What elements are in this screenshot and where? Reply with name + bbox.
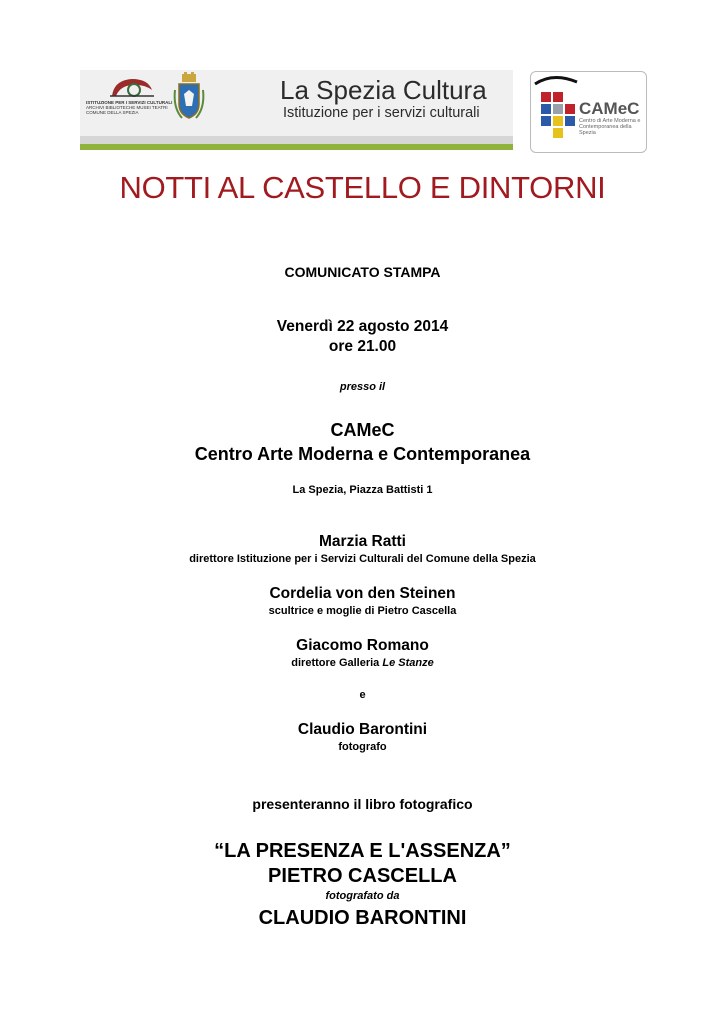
press-release-label: COMUNICATO STAMPA [284, 264, 441, 280]
speaker-name: Cordelia von den Steinen [269, 585, 456, 602]
banner-gray-strip [80, 136, 513, 144]
speaker-role: fotografo [338, 741, 387, 753]
header-banner [80, 70, 513, 150]
banner-green-bar [80, 144, 513, 150]
presso-label: presso il [339, 381, 386, 393]
logo-title: La Spezia Cultura [280, 75, 487, 105]
speaker-role: direttore Istituzione per i Servizi Culturali del Comune della Spezia [189, 553, 536, 565]
event-date: Venerdì 22 agosto 2014 [276, 318, 449, 335]
institution-text: ISTITUZIONE PER I SERVIZI CULTURALI ARCHIVI BIBLIOTECHE MUSEI TEATRI COMUNE DELLA SPEZIA [86, 100, 173, 115]
page-title: NOTTI AL CASTELLO E DINTORNI [119, 170, 606, 205]
camec-subtitle: Centro di Arte Moderna e Contemporanea della Spezia [579, 118, 641, 136]
speaker-name: Claudio Barontini [297, 721, 428, 738]
camec-name: CAMeC [579, 99, 640, 118]
book-subject: PIETRO CASCELLA [268, 865, 457, 887]
speaker-name: Marzia Ratti [319, 533, 406, 550]
logo-subtitle: Istituzione per i servizi culturali [283, 105, 480, 121]
gallery-name: Le Stanze [382, 657, 434, 669]
camec-logo [530, 71, 647, 153]
photographer-name: CLAUDIO BARONTINI [258, 907, 467, 929]
conjunction: e [359, 689, 366, 701]
institution-logo-icon [108, 76, 158, 100]
speaker-role: direttore Galleria Le Stanze [291, 657, 434, 669]
book-title: “LA PRESENZA E L'ASSENZA” [214, 840, 511, 862]
venue-address: La Spezia, Piazza Battisti 1 [292, 484, 433, 496]
venue-name: CAMeC [330, 420, 395, 440]
camec-brush-icon [533, 74, 579, 148]
event-time: ore 21.00 [328, 338, 397, 355]
venue-full-name: Centro Arte Moderna e Contemporanea [194, 444, 531, 464]
speaker-role: scultrice e moglie di Pietro Cascella [268, 605, 457, 617]
coat-of-arms-icon [172, 72, 206, 122]
photographed-by: fotografato da [325, 890, 400, 902]
speaker-name: Giacomo Romano [296, 637, 429, 654]
presenting-line: presenteranno il libro fotografico [252, 796, 473, 812]
